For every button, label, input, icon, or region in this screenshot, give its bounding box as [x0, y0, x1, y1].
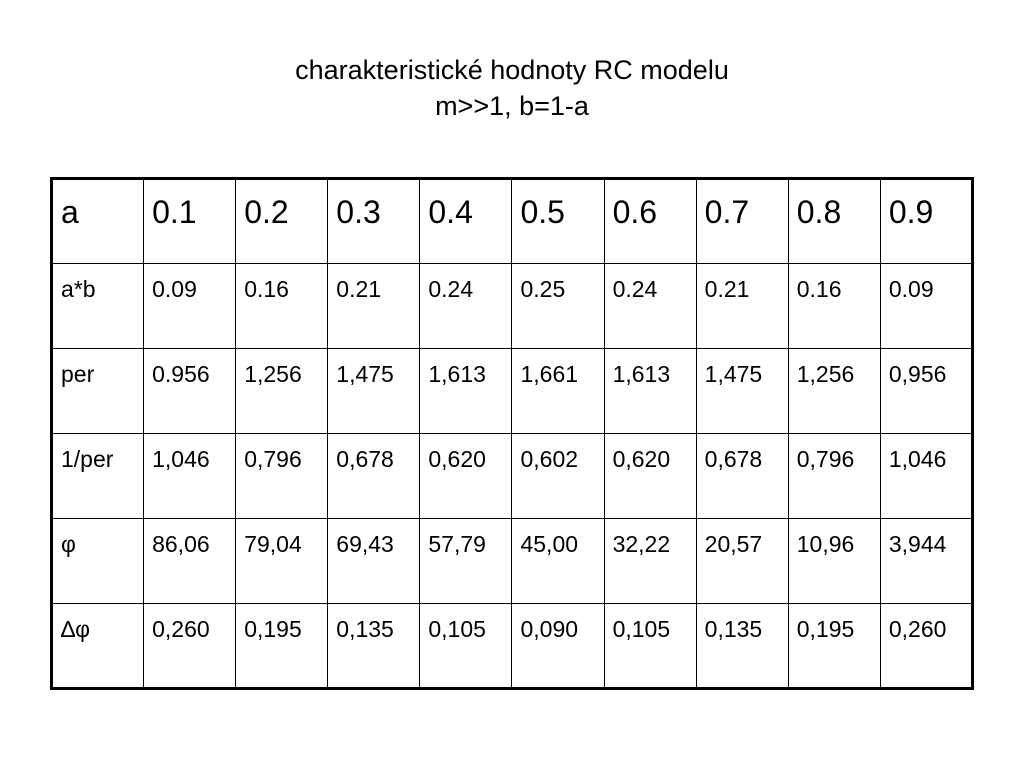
- header-cell: 0.4: [420, 179, 512, 264]
- table-cell: 0.09: [880, 264, 972, 349]
- slide-title: [0, 52, 1024, 124]
- row-label-cell: per: [52, 349, 144, 434]
- table-cell: 1,475: [328, 349, 420, 434]
- table-cell: 1,256: [236, 349, 328, 434]
- table-cell: 0.16: [236, 264, 328, 349]
- table-cell: 0,105: [604, 604, 696, 689]
- table-cell: 1,046: [880, 434, 972, 519]
- table-row: [52, 264, 973, 349]
- table-row: [52, 519, 973, 604]
- table-cell: 0,602: [512, 434, 604, 519]
- table-cell: 1,475: [696, 349, 788, 434]
- table-row: [52, 349, 973, 434]
- title-line-2: m>>1, b=1-a: [435, 91, 589, 121]
- table-cell: 0,796: [236, 434, 328, 519]
- table-cell: 79,04: [236, 519, 328, 604]
- table-cell: 1,256: [788, 349, 880, 434]
- header-cell: 0.3: [328, 179, 420, 264]
- table-cell: 0,956: [880, 349, 972, 434]
- table-row: [52, 434, 973, 519]
- table-cell: 0,796: [788, 434, 880, 519]
- header-cell: 0.1: [144, 179, 236, 264]
- table-cell: 0,620: [420, 434, 512, 519]
- table-cell: 0,195: [236, 604, 328, 689]
- table-cell: 32,22: [604, 519, 696, 604]
- header-cell: a: [52, 179, 144, 264]
- table-cell: 0.09: [144, 264, 236, 349]
- values-table: [50, 177, 974, 690]
- row-label-cell: φ: [52, 519, 144, 604]
- table-cell: 3,944: [880, 519, 972, 604]
- table-cell: 57,79: [420, 519, 512, 604]
- header-cell: 0.9: [880, 179, 972, 264]
- table-cell: 86,06: [144, 519, 236, 604]
- table-cell: 20,57: [696, 519, 788, 604]
- table-cell: 69,43: [328, 519, 420, 604]
- table-cell: 1,613: [604, 349, 696, 434]
- table-header-row: [52, 179, 973, 264]
- table-cell: 0,260: [880, 604, 972, 689]
- table-cell: 1,661: [512, 349, 604, 434]
- table-cell: 0.21: [328, 264, 420, 349]
- table-cell: 1,613: [420, 349, 512, 434]
- header-cell: 0.2: [236, 179, 328, 264]
- table-cell: 10,96: [788, 519, 880, 604]
- table-cell: 0,135: [328, 604, 420, 689]
- table-row: [52, 604, 973, 689]
- table-cell: 0,678: [328, 434, 420, 519]
- table-cell: 0.24: [420, 264, 512, 349]
- table-cell: 0,620: [604, 434, 696, 519]
- table-cell: 0,090: [512, 604, 604, 689]
- header-cell: 0.5: [512, 179, 604, 264]
- table-cell: 0,105: [420, 604, 512, 689]
- table-cell: 0.24: [604, 264, 696, 349]
- table-cell: 1,046: [144, 434, 236, 519]
- table-cell: 0,260: [144, 604, 236, 689]
- header-cell: 0.6: [604, 179, 696, 264]
- title-line-1: charakteristické hodnoty RC modelu: [295, 55, 729, 85]
- row-label-cell: ∆φ: [52, 604, 144, 689]
- table-cell: 0.956: [144, 349, 236, 434]
- table-cell: 45,00: [512, 519, 604, 604]
- header-cell: 0.8: [788, 179, 880, 264]
- table-cell: 0.21: [696, 264, 788, 349]
- header-cell: 0.7: [696, 179, 788, 264]
- table-cell: 0.25: [512, 264, 604, 349]
- table-cell: 0,135: [696, 604, 788, 689]
- row-label-cell: 1/per: [52, 434, 144, 519]
- table-cell: 0,678: [696, 434, 788, 519]
- table-cell: 0,195: [788, 604, 880, 689]
- table-cell: 0.16: [788, 264, 880, 349]
- row-label-cell: a*b: [52, 264, 144, 349]
